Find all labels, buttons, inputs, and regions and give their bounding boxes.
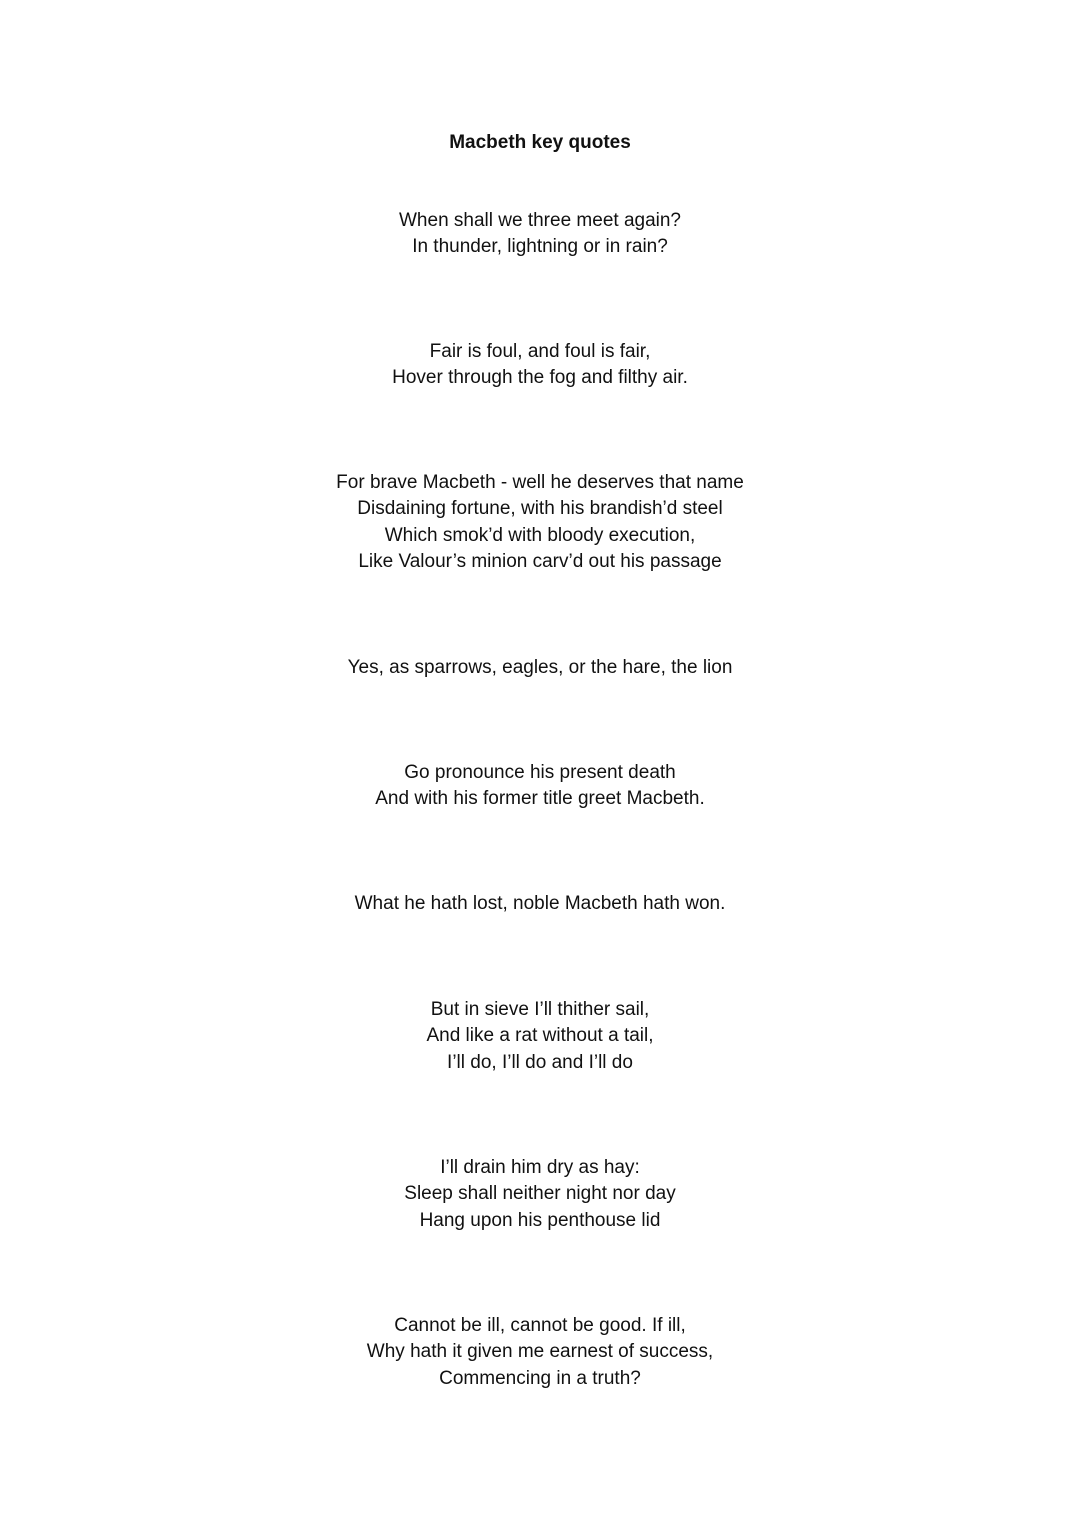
quote-line: I’ll drain him dry as hay:	[440, 1157, 640, 1178]
quote-line: For brave Macbeth - well he deserves that name	[336, 472, 744, 493]
quote-line: Fair is foul, and foul is fair,	[429, 341, 651, 362]
quote-block	[0, 891, 1080, 917]
quote-block	[0, 339, 1080, 392]
quote-line: But in sieve I’ll thither sail,	[430, 999, 650, 1020]
quote-line: Go pronounce his present death	[404, 762, 676, 783]
quote-line: Commencing in a truth?	[439, 1367, 641, 1389]
quote-line: Why hath it given me earnest of success,	[366, 1341, 714, 1363]
quote-line: And with his former title greet Macbeth.	[375, 788, 705, 810]
quote-line: And like a rat without a tail,	[426, 1025, 654, 1047]
quote-block	[0, 655, 1080, 681]
quote-line: Yes, as sparrows, eagles, or the hare, the lion	[347, 657, 733, 678]
quote-line: Like Valour’s minion carv’d out his passage	[358, 550, 722, 572]
quote-line: I’ll do, I’ll do and I’ll do	[447, 1051, 633, 1073]
quote-line: What he hath lost, noble Macbeth hath won.	[354, 893, 726, 914]
document-title: Macbeth key quotes	[449, 132, 631, 153]
quote-block	[0, 997, 1080, 1076]
quote-block	[0, 208, 1080, 261]
quote-line: Hover through the fog and filthy air.	[392, 367, 688, 389]
quote-block	[0, 760, 1080, 813]
quote-block	[0, 1155, 1080, 1234]
quote-line: Disdaining fortune, with his brandish’d steel	[357, 498, 723, 520]
quote-block	[0, 470, 1080, 575]
quote-line: When shall we three meet again?	[399, 210, 681, 231]
quote-line: Cannot be ill, cannot be good. If ill,	[394, 1315, 686, 1336]
quote-line: In thunder, lightning or in rain?	[412, 236, 668, 258]
quote-line: Which smok’d with bloody execution,	[384, 524, 696, 546]
quote-line: Hang upon his penthouse lid	[419, 1209, 661, 1231]
quote-block	[0, 1313, 1080, 1392]
quote-line: Sleep shall neither night nor day	[404, 1183, 676, 1205]
